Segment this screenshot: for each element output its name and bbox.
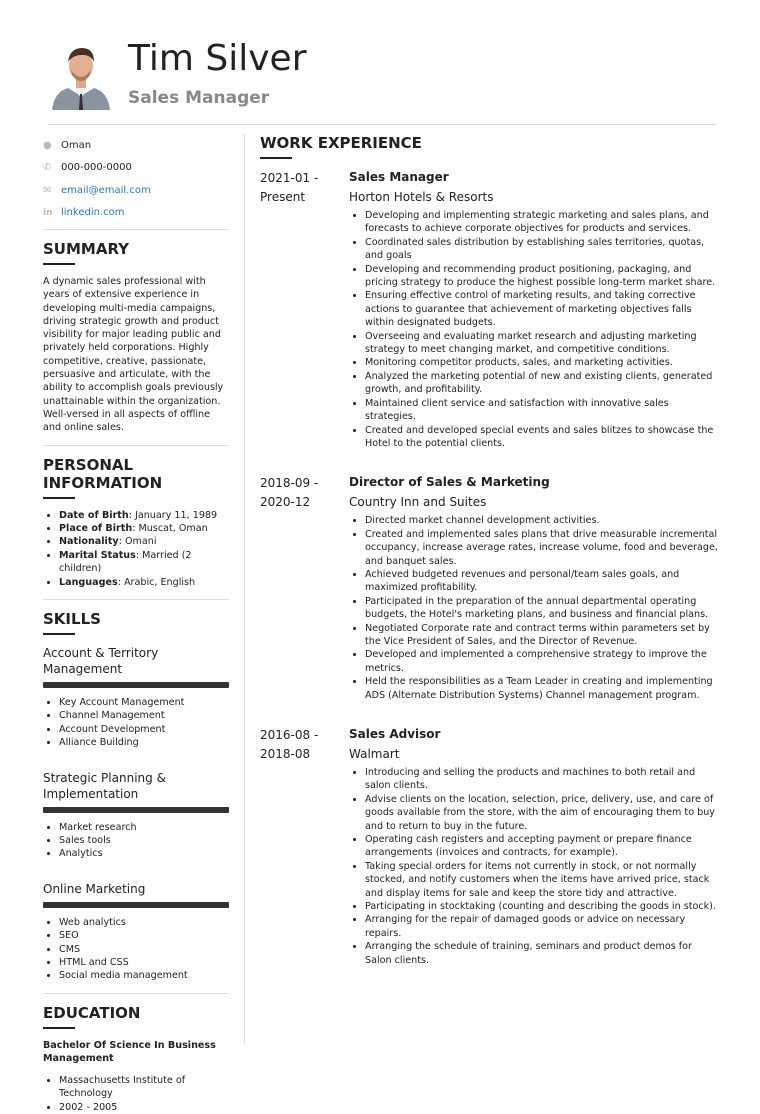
list-item: • HTML and CSS [59, 956, 229, 969]
list-item [59, 509, 229, 522]
job-date: 2016-08 - 2018-08 [260, 728, 319, 761]
list-item: • Created and developed special events and sales blitzes to showcase the Hotel to the potential clients. [365, 424, 720, 451]
list-item: • Operating cash registers and accepting payment or prepare finance arrangements (invoices and contracts, for example). [365, 833, 720, 860]
info-label: Place of Birth [59, 522, 133, 534]
job-date: 2021-01 - Present [260, 171, 319, 204]
divider [43, 229, 229, 230]
list-item [59, 535, 229, 548]
work-heading: WORK EXPERIENCE [260, 134, 422, 152]
contact-location [43, 134, 229, 157]
divider [43, 599, 229, 600]
list-item: • 2002 - 2005 [59, 1101, 229, 1114]
list-item: • Social media management [59, 969, 229, 982]
list-item: • Participated in the preparation of the annual departmental operating budgets, the Hotel's marketing plans, and business and financial plans. [365, 595, 720, 622]
linkedin-link[interactable]: linkedin.com [61, 207, 125, 219]
list-item: • Overseeing and evaluating market research and adjusting marketing strategy to meet changing market, and competitive conditions. [365, 330, 720, 357]
list-item: • Monitoring competitor products, sales, and marketing activities. [365, 356, 720, 369]
info-label: Marital Status [59, 549, 136, 561]
info-value: : Arabic, English [117, 576, 196, 588]
contact-list [43, 134, 229, 224]
job-company: Country Inn and Suites [349, 495, 487, 510]
job-title: Director of Sales & Marketing [349, 475, 550, 490]
list-item: • Arranging for the repair of damaged goods or advice on necessary repairs. [365, 913, 720, 940]
list-item: • Analyzed the marketing potential of new and existing clients, generated growth, and profitability. [365, 370, 720, 397]
heading-underline [43, 1027, 75, 1029]
list-item: • Created and implemented sales plans that drive measurable incremental occupancy, increase average rates, increase volume, food and beverage, and banquet sales. [365, 528, 720, 568]
list-item: • Massachusetts Institute of Technology [59, 1074, 229, 1101]
info-value: : Married (2 children) [59, 549, 192, 575]
job-title: Sales Manager [349, 170, 449, 184]
contact-linkedin [43, 202, 229, 225]
phone-icon: ✆ [43, 162, 52, 174]
list-item [59, 549, 229, 576]
list-item: • Alliance Building [59, 736, 229, 749]
job-title: Sales Advisor [349, 727, 441, 741]
info-label: Date of Birth [59, 509, 129, 521]
contact-phone-text: 000-000-0000 [61, 162, 132, 174]
list-item: • Ensuring effective control of marketing results, and taking corrective actions to guarantee that achievement of marketing objectives falls within designated budgets. [365, 289, 720, 329]
job-entry [260, 474, 720, 702]
list-item: • Account Development [59, 723, 229, 736]
divider [43, 445, 229, 446]
info-value: : Muscat, Oman [132, 522, 208, 534]
list-item: • Developing and implementing strategic marketing and sales plans, and forecasts to achieve corporate objectives for products and services. [365, 209, 720, 236]
job-bullets [349, 514, 720, 702]
list-item: • Analytics [59, 847, 229, 860]
list-item: • Developed and implemented a comprehensive strategy to improve the metrics. [365, 648, 720, 675]
job-company: Horton Hotels & Resorts [349, 190, 494, 204]
profile-photo [48, 40, 114, 110]
location-icon: ● [43, 139, 52, 151]
list-item: • Advise clients on the location, selection, price, delivery, use, and care of goods available from the store, with the aim of encouraging them to buy and to return to buy in the future. [365, 793, 720, 833]
column-divider [244, 134, 245, 1044]
info-value: : Omani [118, 536, 157, 548]
list-item: • Arranging the schedule of training, seminars and product demos for Salon clients. [365, 940, 720, 967]
list-item: • Introducing and selling the products and machines to both retail and salon clients. [365, 766, 720, 793]
list-item: • Taking special orders for items not currently in stock, or not normally stocked, and notify customers when the items have arrived price, stack and display items for sale and keep the store tidy and attractive. [365, 860, 720, 900]
list-item: • Developing and recommending product positioning, packaging, and pricing strategy to produce the highest possible long-term market share. [365, 263, 720, 290]
skill-list [43, 916, 229, 983]
skill-level-bar [43, 682, 229, 688]
heading-underline [43, 263, 75, 265]
skill-list [43, 696, 229, 750]
contact-phone [43, 157, 229, 180]
candidate-title: Sales Manager [128, 88, 270, 108]
list-item [59, 576, 229, 589]
heading-underline [43, 497, 75, 499]
job-entry [260, 726, 720, 967]
skills-heading: SKILLS [43, 610, 101, 628]
job-date: 2018-09 - 2020-12 [260, 476, 319, 510]
list-item: • Achieved budgeted revenues and personal/team sales goals, and maximized profitability. [365, 568, 720, 595]
contact-email [43, 179, 229, 202]
summary-text: A dynamic sales professional with years of extensive experience in developing multi-media campaigns, driving strategic growth and product visibility for major leading public and privately held corporations. Highly competitive, creative, passionate, persuasive and articulate, with the ability to accomplish goals previously unattainable within the organization. Well-versed in all aspects of offline and online sales. [43, 276, 224, 434]
list-item: • Coordinated sales distribution by establishing sales territories, quotas, and goals [365, 236, 720, 263]
heading-underline [43, 633, 75, 635]
education-heading: EDUCATION [43, 1003, 141, 1022]
summary-heading: SUMMARY [43, 240, 130, 258]
left-column [43, 134, 229, 1114]
skill-group-name: Account & Territory Management [43, 646, 159, 676]
linkedin-icon: in [43, 207, 53, 218]
list-item: • Market research [59, 821, 229, 834]
contact-location-text: Oman [61, 139, 92, 151]
list-item: • Held the responsibilities as a Team Leader in creating and implementing ADS (Alternate Distribution Systems) Channel management program. [365, 675, 720, 702]
info-label: Nationality [59, 536, 119, 548]
skill-list [43, 821, 229, 861]
job-bullets [349, 766, 720, 967]
skill-level-bar [43, 807, 229, 813]
email-link[interactable]: email@email.com [61, 184, 151, 196]
list-item: • Web analytics [59, 916, 229, 929]
email-icon: ✉ [43, 184, 52, 196]
list-item [59, 522, 229, 535]
list-item: • Directed market channel development activities. [365, 514, 720, 527]
job-company: Walmart [349, 747, 400, 761]
skill-level-bar [43, 902, 229, 908]
education-list [43, 1074, 229, 1114]
heading-underline [260, 157, 292, 159]
list-item: • Maintained client service and satisfaction with innovative sales strategies. [365, 397, 720, 424]
right-column [260, 134, 720, 967]
list-item: • Channel Management [59, 709, 229, 722]
skill-group-name: Strategic Planning & Implementation [43, 770, 166, 801]
info-label: Languages [59, 576, 118, 588]
candidate-name: Tim Silver [128, 38, 307, 79]
job-entry [260, 169, 720, 450]
degree-name: Bachelor Of Science In Business Management [43, 1039, 216, 1065]
info-value: : January 11, 1989 [128, 509, 218, 521]
divider [43, 993, 229, 994]
job-bullets [349, 209, 720, 450]
personal-info-list [43, 509, 229, 589]
skill-group-name: Online Marketing [43, 881, 146, 896]
resume-header [48, 40, 716, 125]
list-item: • CMS [59, 943, 229, 956]
list-item: • Participating in stocktaking (counting and describing the goods in stock). [365, 900, 720, 913]
list-item: • Negotiated Corporate rate and contract terms within parameters set by the Vice President of Sales, and the Director of Revenue. [365, 622, 720, 649]
list-item: • Key Account Management [59, 696, 229, 709]
list-item: • Sales tools [59, 834, 229, 847]
personal-info-heading: PERSONAL INFORMATION [43, 455, 163, 492]
list-item: • SEO [59, 929, 229, 942]
